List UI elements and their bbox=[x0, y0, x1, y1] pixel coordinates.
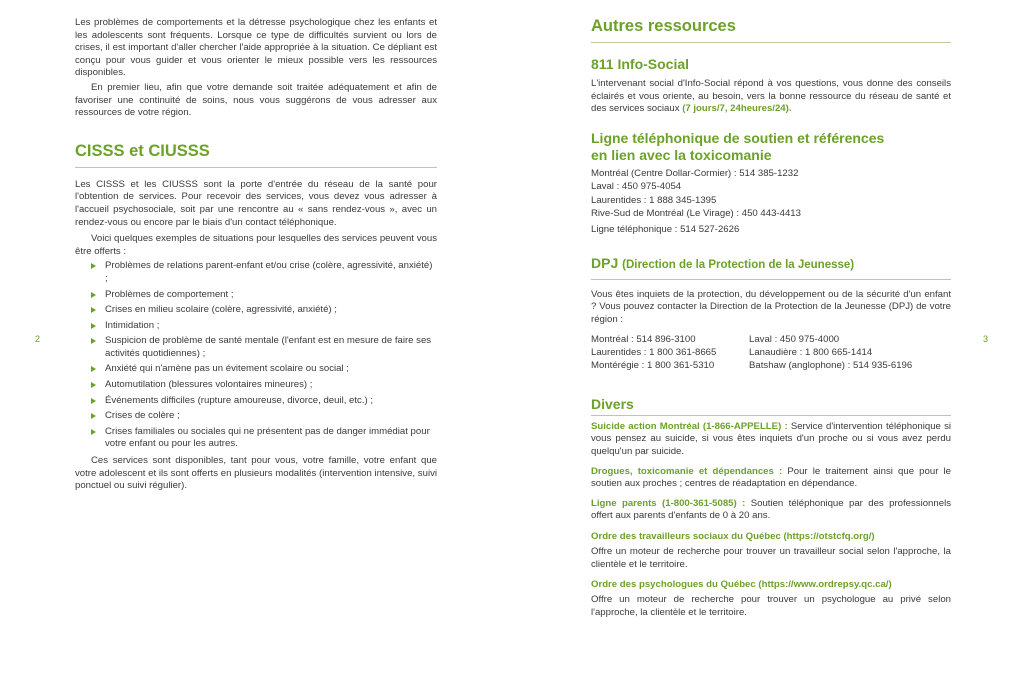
list-item bbox=[75, 289, 437, 302]
intro-paragraph-1: Les problèmes de comportements et la détresse psychologique chez les enfants et les adolescents sont fréquents. Lorsque ce type de difficultés survient ou lors de crises, il est important d'aller chercher l'aide appropriée à la situation. Ce dépliant est conçu pour vous guider et vous orienter le mieux possible vers les ressources disponibles. bbox=[75, 17, 437, 79]
contact-line: Montréal (Centre Dollar-Cormier) : 514 385-1232 bbox=[591, 167, 799, 179]
triangle-bullet-icon bbox=[91, 338, 96, 344]
toxicomanie-heading bbox=[591, 130, 951, 164]
right-page bbox=[591, 0, 951, 619]
triangle-bullet-icon bbox=[91, 323, 96, 329]
list-item bbox=[75, 260, 437, 285]
list-item bbox=[75, 426, 437, 451]
list-item bbox=[75, 395, 437, 408]
triangle-bullet-icon bbox=[91, 307, 96, 313]
divers-item-label: Suicide action Montréal (1-866-APPELLE) : bbox=[591, 420, 788, 432]
list-item-text: Suspicion de problème de santé mentale (l'enfant est en mesure de faire ses activités quotidiennes) ; bbox=[105, 335, 432, 359]
divers-item bbox=[591, 498, 951, 523]
dpj-contact: Batshaw (anglophone) : 514 935-6196 bbox=[749, 360, 913, 372]
ordre-psychologues-text: Offre un moteur de recherche pour trouver un psychologue au privé selon l'approche, la clientèle et le territoire. bbox=[591, 594, 951, 618]
info-social-description: L'intervenant social d'Info-Social répond à vos questions, vous donne des conseils éclairés et vous oriente, au besoin, vers la bonne ressource du réseau de santé et des services sociaux bbox=[591, 78, 951, 115]
dpj-contact: Lanaudière : 1 800 665-1414 bbox=[749, 347, 873, 358]
divers-divider bbox=[591, 415, 951, 416]
page-number-right: 3 bbox=[983, 334, 989, 344]
triangle-bullet-icon bbox=[91, 429, 96, 435]
dpj-text: Vous êtes inquiets de la protection, du développement ou de la sécurité d'un enfant ? Vous pouvez contacter la Direction de la Protection de la Jeunesse (DPJ) de votre région : bbox=[591, 288, 951, 325]
info-social-hours: (7 jours/7, 24heures/24). bbox=[682, 103, 792, 115]
dpj-contact: Montérégie : 1 800 361-5310 bbox=[591, 360, 715, 372]
autres-ressources-heading: Autres ressources bbox=[591, 17, 951, 43]
list-item bbox=[75, 363, 437, 376]
triangle-bullet-icon bbox=[91, 366, 96, 372]
triangle-bullet-icon bbox=[91, 263, 96, 269]
divers-item-text: Service d'intervention téléphonique si vous pensez au suicide, si vous êtes inquiets d'un proche ou si vous avez perdu quelqu'un par suicide. bbox=[591, 420, 951, 457]
list-item-text: Problèmes de relations parent-enfant et/ou crise (colère, agressivité, anxiété) ; bbox=[105, 260, 433, 284]
list-item-text: Intimidation ; bbox=[105, 319, 160, 331]
intro-paragraph-2: En premier lieu, afin que votre demande soit traitée adéquatement et afin de favoriser une continuité de soins, nous vous suggérons de vous adresser aux ressources de votre région. bbox=[75, 81, 437, 119]
page-number-left: 2 bbox=[35, 334, 41, 344]
cisss-paragraph-2: Voici quelques exemples de situations pour lesquelles des services peuvent vous être offerts : bbox=[75, 233, 437, 257]
list-item bbox=[75, 304, 437, 317]
dpj-divider bbox=[591, 279, 951, 280]
list-item-text: Crises en milieu scolaire (colère, agressivité, anxiété) ; bbox=[105, 304, 337, 316]
dpj-contact: Laval : 450 975-4000 bbox=[749, 333, 840, 345]
contact-line: Laurentides : 1 888 345-1395 bbox=[591, 194, 717, 206]
divers-item bbox=[591, 421, 951, 459]
list-item bbox=[75, 379, 437, 392]
cisss-heading: CISSS et CIUSSS bbox=[75, 142, 437, 168]
dpj-heading bbox=[591, 255, 951, 274]
divers-heading: Divers bbox=[591, 395, 634, 412]
toxicomanie-heading-line-1: Ligne téléphonique de soutien et références bbox=[591, 129, 885, 146]
list-item-text: Problèmes de comportement ; bbox=[105, 288, 234, 300]
dpj-contacts bbox=[591, 333, 951, 373]
list-item-text: Automutilation (blessures volontaires mineures) ; bbox=[105, 379, 313, 391]
triangle-bullet-icon bbox=[91, 413, 96, 419]
contact-line: Laval : 450 975-4054 bbox=[591, 181, 682, 193]
dpj-contact: Laurentides : 1 800 361-8665 bbox=[591, 347, 717, 358]
triangle-bullet-icon bbox=[91, 382, 96, 388]
info-social-text bbox=[591, 78, 951, 116]
divers-item-label: Drogues, toxicomanie et dépendances : bbox=[591, 465, 783, 477]
toxicomanie-contacts bbox=[591, 167, 951, 237]
dpj-heading-full: (Direction de la Protection de la Jeunesse) bbox=[622, 258, 855, 271]
list-item-text: Anxiété qui n'amène pas un évitement scolaire ou social ; bbox=[105, 363, 349, 375]
divers-item bbox=[591, 466, 951, 491]
list-item bbox=[75, 410, 437, 423]
list-item bbox=[75, 335, 437, 360]
toxicomanie-heading-line-2: en lien avec la toxicomanie bbox=[591, 146, 772, 163]
ordre-psychologues-title: Ordre des psychologues du Québec (https://www.ordrepsy.qc.ca/) bbox=[591, 579, 892, 591]
ordre-travailleurs-sociaux-text: Offre un moteur de recherche pour trouver un travailleur social selon l'approche, la clientèle et le territoire. bbox=[591, 545, 951, 570]
divers-item-text: Soutien téléphonique par des professionnels offert aux parents d'enfants de 0 à 20 ans. bbox=[591, 497, 951, 522]
list-item bbox=[75, 320, 437, 333]
dpj-heading-abbr: DPJ bbox=[591, 254, 619, 271]
list-item-text: Crises familiales ou sociales qui ne présentent pas de danger immédiat pour votre enfant ou pour les autres. bbox=[105, 425, 430, 450]
triangle-bullet-icon bbox=[91, 292, 96, 298]
contact-line: Rive-Sud de Montréal (Le Virage) : 450 443-4413 bbox=[591, 208, 801, 219]
left-page bbox=[75, 0, 437, 493]
list-item-text: Crises de colère ; bbox=[105, 410, 180, 422]
situations-list bbox=[75, 260, 437, 451]
info-social-heading: 811 Info-Social bbox=[591, 56, 690, 72]
divers-item-text: Pour le traitement ainsi que pour le soutien aux proches ; centres de réadaptation en dépendance. bbox=[591, 465, 952, 490]
ordre-travailleurs-sociaux-title: Ordre des travailleurs sociaux du Québec (https://otstcfq.org/) bbox=[591, 530, 875, 542]
cisss-paragraph-3: Ces services sont disponibles, tant pour vous, votre famille, votre enfant que votre adolescent et ils sont offerts en plusieurs modalités (intervention intensive, suivi ponctuel ou suivi régulier). bbox=[75, 455, 437, 492]
cisss-paragraph-1: Les CISSS et les CIUSSS sont la porte d'entrée du réseau de la santé pour l'obtention de services. Pour recevoir des services, vous devez vous adresser à l'accueil psychosociale, soit par une rencontre au « sans rendez-vous », avec un rendez-vous ou encore par le biais d'un contact téléphonique. bbox=[75, 178, 437, 228]
dpj-contact: Montréal : 514 896-3100 bbox=[591, 333, 696, 345]
divers-item-label: Ligne parents (1-800-361-5085) : bbox=[591, 497, 746, 509]
list-item-text: Événements difficiles (rupture amoureuse, divorce, deuil, etc.) ; bbox=[105, 394, 374, 406]
phone-line: Ligne téléphonique : 514 527-2626 bbox=[591, 224, 740, 236]
triangle-bullet-icon bbox=[91, 398, 96, 404]
